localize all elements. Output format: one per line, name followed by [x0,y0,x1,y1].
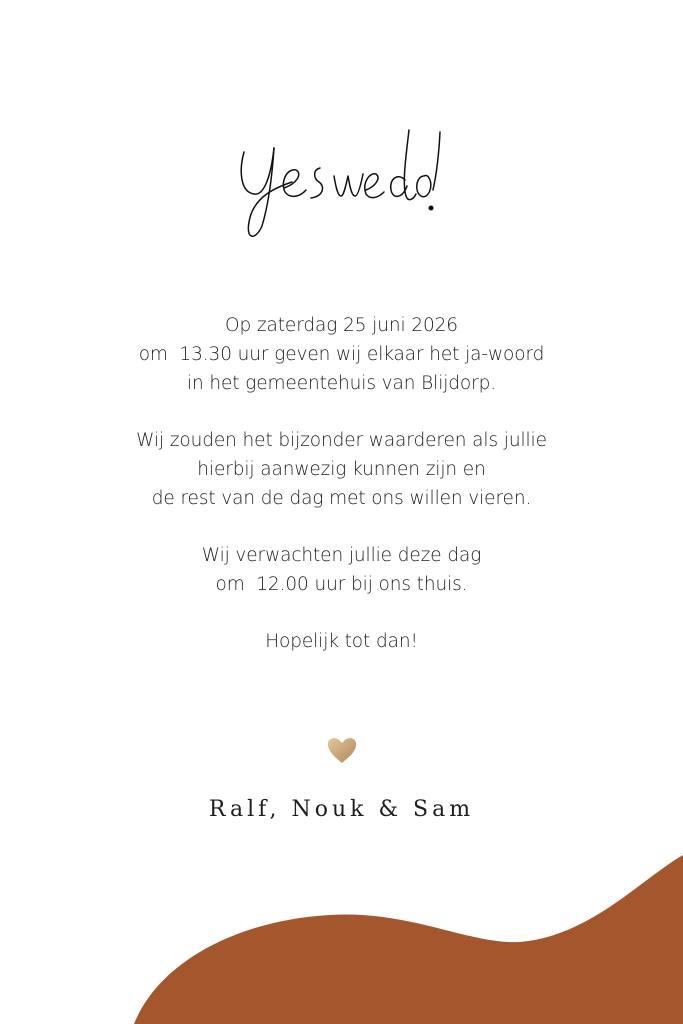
paragraph-closing [0,627,683,656]
headline-script [0,118,683,248]
text-line: om 12.00 uur bij ons thuis. [215,574,468,595]
paragraph-arrival [0,541,683,599]
signature-names: Ralf, Nouk & Sam [208,797,475,822]
text-line: om 13.30 uur geven wij elkaar het ja-woord [138,344,545,365]
paragraph-invitation [0,426,683,513]
paragraph-ceremony [0,311,683,398]
text-line: Wij verwachten jullie deze dag [201,545,482,566]
text-line: de rest van de dag met ons willen vieren. [151,488,532,509]
text-line: Hopelijk tot dan! [265,631,418,652]
heart-icon [325,734,359,766]
headline [0,118,683,248]
text-line: Wij zouden het bijzonder waarderen als jullie [136,430,547,451]
text-line: hierbij aanwezig kunnen zijn en [197,459,486,480]
text-line: Op zaterdag 25 juni 2026 [225,315,458,336]
heart-icon-graphic [325,734,359,766]
text-line: in het gemeentehuis van Blijdorp. [186,373,497,394]
